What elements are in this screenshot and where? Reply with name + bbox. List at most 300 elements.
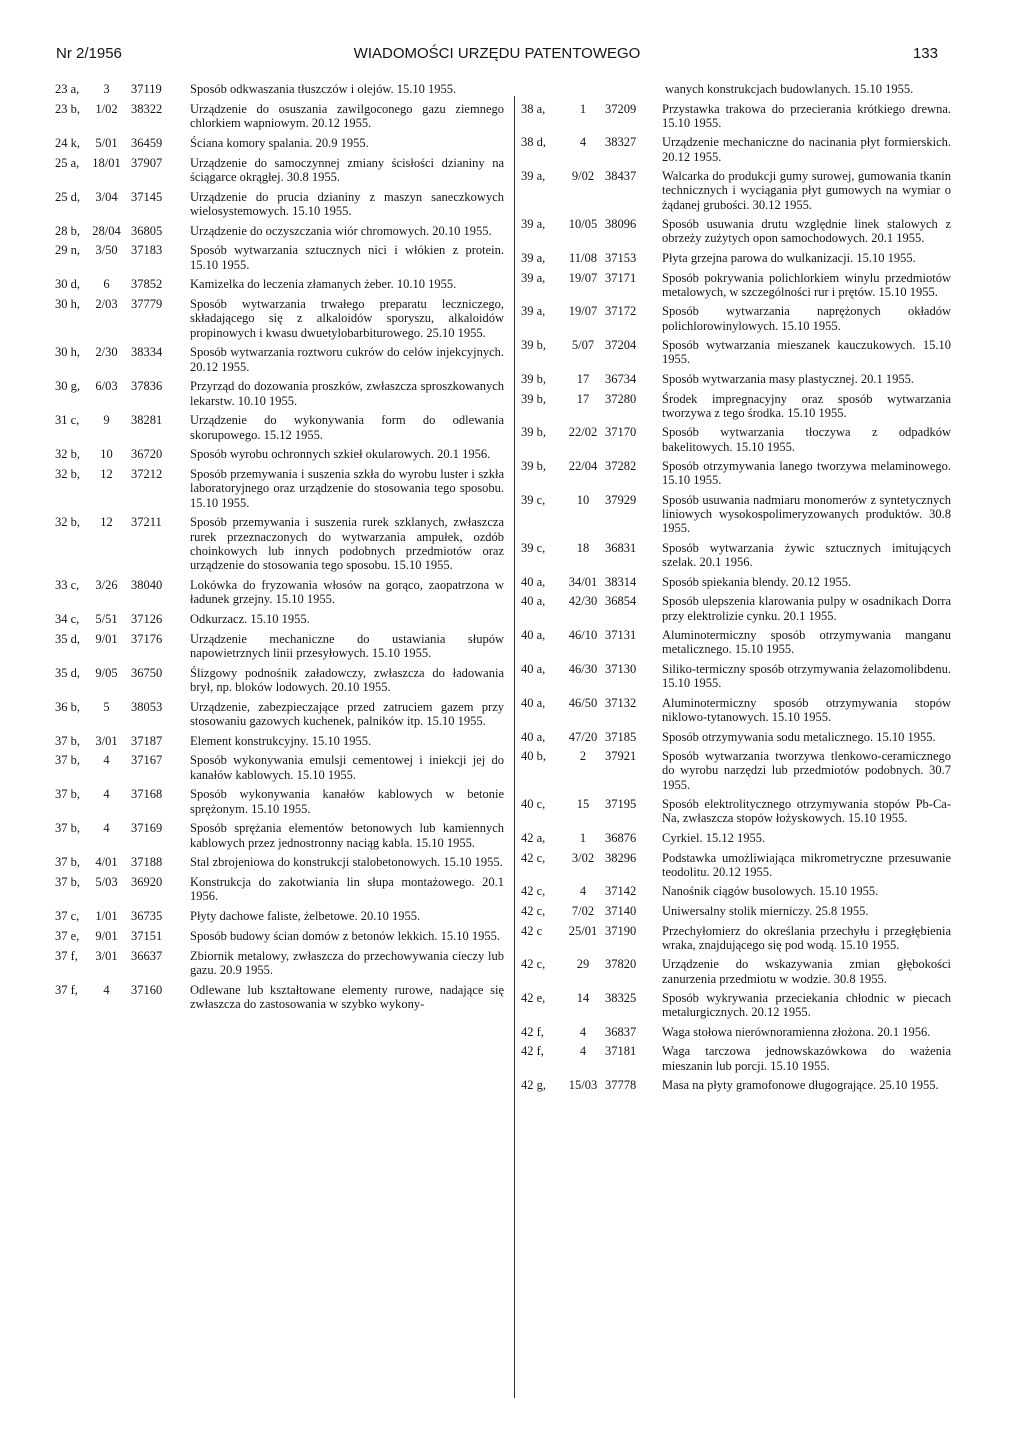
patent-number: 36920 — [131, 875, 163, 890]
patent-class: 39 c, — [521, 492, 546, 507]
patent-class: 37 c, — [55, 909, 80, 924]
patent-group: 14 — [576, 991, 590, 1006]
patent-description: Sposób usuwania nadmiaru monomerów z syntetycznych liniowych wysokospolimeryzowanych produktów. 30.8 1955. — [662, 492, 951, 536]
patent-description: Odkurzacz. 15.10 1955. — [190, 611, 310, 626]
patent-class: 33 c, — [55, 577, 80, 592]
patent-entry — [521, 884, 951, 898]
patent-class: 34 c, — [55, 611, 80, 626]
patent-group: 17 — [576, 391, 590, 406]
patent-number: 37151 — [131, 928, 163, 943]
patent-class: 40 a, — [521, 574, 546, 589]
patent-number: 36876 — [605, 830, 637, 845]
patent-entry — [521, 251, 951, 265]
patent-group: 17 — [576, 371, 590, 386]
patent-number: 37142 — [605, 884, 637, 899]
patent-entry — [55, 821, 510, 849]
patent-description: Sposób pokrywania polichlorkiem winylu przedmiotów metalowych, w szczególności rur i prętów. 15.10 1955. — [662, 270, 951, 299]
patent-description: Płyty dachowe faliste, żelbetowe. 20.10 1955. — [190, 909, 421, 924]
patent-entry — [55, 909, 510, 923]
patent-entry — [521, 169, 951, 212]
patent-class: 39 a, — [521, 250, 546, 265]
patent-entry — [521, 831, 951, 845]
patent-group: 29 — [576, 957, 590, 972]
patent-class: 37 f, — [55, 948, 78, 963]
patent-class: 28 b, — [55, 223, 80, 238]
patent-number: 37168 — [131, 787, 163, 802]
patent-entry — [521, 459, 951, 487]
patent-description: Uniwersalny stolik mierniczy. 25.8 1955. — [662, 903, 869, 918]
patent-group: 22/02 — [568, 425, 598, 440]
patent-group: 15/03 — [568, 1078, 598, 1093]
patent-number: 37119 — [131, 82, 162, 96]
patent-class: 35 d, — [55, 665, 80, 680]
patent-group: 9/05 — [95, 665, 118, 680]
patent-description: Ślizgowy podnośnik załadowczy, zwłaszcza do ładowania brył, np. bloków lodowych. 20.10 1955. — [190, 665, 504, 694]
patent-group: 25/01 — [568, 923, 598, 938]
patent-number: 37132 — [605, 695, 637, 710]
patent-class: 25 d, — [55, 189, 80, 204]
patent-class: 37 b, — [55, 821, 80, 836]
patent-group: 3/50 — [95, 243, 118, 258]
patent-number: 37126 — [131, 611, 163, 626]
patent-group: 9/02 — [571, 169, 595, 184]
patent-description: Lokówka do fryzowania włosów na gorąco, zaopatrzona w ładunek grzejny. 15.10 1955. — [190, 577, 504, 606]
patent-class: 40 a, — [521, 628, 546, 643]
patent-class: 39 a, — [521, 217, 546, 232]
patent-class: 39 b, — [521, 459, 546, 474]
patent-class: 42 c, — [521, 884, 546, 899]
patent-class: 42 a, — [521, 830, 546, 845]
patent-entry — [521, 904, 951, 918]
patent-class: 39 b, — [521, 371, 546, 386]
patent-description: Stal zbrojeniowa do konstrukcji stalobetonowych. 15.10 1955. — [190, 855, 503, 870]
patent-entry — [55, 156, 510, 184]
patent-group: 5/03 — [95, 875, 118, 890]
patent-entry — [521, 696, 951, 724]
patent-description: Sposób budowy ścian domów z betonów lekkich. 15.10 1955. — [190, 928, 501, 943]
patent-entry — [55, 734, 510, 748]
patent-entry — [521, 797, 951, 825]
patent-number: 37188 — [131, 855, 163, 870]
patent-group: 15 — [576, 797, 590, 812]
patent-description: Nanośnik ciągów busolowych. 15.10 1955. — [662, 884, 879, 899]
patent-entry — [521, 851, 951, 879]
patent-number: 38040 — [131, 577, 163, 592]
patent-group: 6 — [103, 277, 110, 292]
patent-entry — [55, 515, 510, 572]
patent-group: 7/02 — [571, 903, 595, 918]
patent-group: 3/26 — [95, 577, 118, 592]
patent-description: Cyrkiel. 15.12 1955. — [662, 830, 766, 845]
patent-group: 22/04 — [568, 459, 598, 474]
patent-class: 32 b, — [55, 515, 80, 530]
patent-class: 35 d, — [55, 631, 80, 646]
patent-number: 38322 — [131, 101, 163, 116]
patent-entry — [521, 271, 951, 299]
patent-entry — [521, 338, 951, 366]
patent-number: 37921 — [605, 749, 637, 764]
patent-number: 37169 — [131, 821, 163, 836]
patent-class: 23 b, — [55, 101, 80, 116]
patent-number: 37907 — [131, 155, 163, 170]
patent-description: Przechyłomierz do określania przechyłu i przegłębienia wraka, znajdującego się pod wodą. 15.10 1955. — [662, 923, 951, 952]
patent-number: 38437 — [605, 169, 637, 184]
patent-group: 10/05 — [568, 217, 598, 232]
patent-group: 1 — [579, 101, 587, 116]
patent-number: 36805 — [131, 223, 163, 238]
patent-group: 5 — [103, 699, 110, 714]
patent-entry — [521, 957, 951, 985]
patent-entry — [55, 632, 510, 660]
patent-description: Sposób wytwarzania roztworu cukrów do celów injekcyjnych. 20.12 1955. — [190, 345, 504, 374]
patent-class: 39 a, — [521, 270, 546, 285]
patent-group: 2/03 — [95, 297, 118, 312]
patent-class: 38 a, — [521, 101, 546, 116]
patent-description: Element konstrukcyjny. 15.10 1955. — [190, 733, 372, 748]
patent-number: 37183 — [131, 243, 163, 258]
patent-description: Urządzenie do wskazywania zmian głębokości zanurzenia przedmiotu w wodzie. 30.8 1955. — [662, 957, 951, 986]
patent-entry — [55, 787, 510, 815]
patent-description: Sposób spiekania blendy. 20.12 1955. — [662, 574, 852, 589]
patent-description: Sposób przemywania i suszenia szkła do wyrobu luster i szkła laboratoryjnego oraz urządzenie do stosowania tego sposobu. 15.10 1955. — [190, 467, 504, 510]
patent-number: 37153 — [605, 250, 637, 265]
patent-number: 37778 — [605, 1078, 637, 1093]
patent-group: 2 — [579, 749, 587, 764]
patent-group: 1 — [579, 830, 587, 845]
patent-number: 37280 — [605, 391, 637, 406]
patent-group: 4 — [103, 982, 110, 997]
patent-class: 42 c, — [521, 957, 546, 972]
patent-number: 36720 — [131, 447, 163, 462]
patent-class: 37 b, — [55, 753, 80, 768]
patent-number: 37187 — [131, 733, 163, 748]
patent-group: 4 — [579, 135, 587, 150]
patent-entry — [521, 392, 951, 420]
patent-description: Masa na płyty gramofonowe długogrające. 25.10 1955. — [662, 1078, 939, 1093]
patent-number: 36831 — [605, 540, 637, 555]
patent-class: 39 b, — [521, 425, 546, 440]
patent-entry — [521, 493, 951, 536]
patent-entry — [521, 82, 951, 96]
patent-entry — [521, 1078, 951, 1092]
patent-class: 30 g, — [55, 379, 80, 394]
patent-entry — [521, 1025, 951, 1039]
patent-description: Aluminotermiczny sposób otrzymywania stopów niklowo-tytanowych. 15.10 1955. — [662, 695, 951, 724]
patent-entry — [55, 949, 510, 977]
patent-class: 30 h, — [55, 297, 80, 312]
patent-number: 37209 — [605, 101, 637, 116]
patent-number: 37140 — [605, 903, 637, 918]
patent-description: Sposób wytwarzania naprężonych okładów polichlorowinylowych. 15.10 1955. — [662, 304, 951, 333]
patent-number: 37836 — [131, 379, 163, 394]
patent-description: Urządzenie do oczyszczania wiór chromowych. 20.10 1955. — [190, 223, 492, 238]
patent-group: 3 — [103, 82, 110, 96]
patent-description: Sposób przemywania i suszenia rurek szklanych, zwłaszcza rurek przeznaczonych do wytwarzania ampułek, ozdób choinkowych lub innych podobnych przedmiotów oraz urządzenie do stosowania tego sposobu. 15.10 1955. — [190, 515, 504, 572]
patent-description: Sposób wytwarzania tworzywa tlenkowo-ceramicznego do wyrobu narzędzi lub przedmiotów podobnych. 30.7 1955. — [662, 749, 951, 792]
patent-number: 37282 — [605, 459, 637, 474]
patent-number: 36637 — [131, 948, 163, 963]
patent-number: 37131 — [605, 628, 637, 643]
patent-group: 19/07 — [568, 304, 598, 319]
patent-group: 1/02 — [95, 101, 118, 116]
patent-entry — [55, 929, 510, 943]
patent-class: 23 a, — [55, 82, 80, 96]
patent-description: Płyta grzejna parowa do wulkanizacji. 15.10 1955. — [662, 250, 916, 265]
patent-class: 42 c, — [521, 903, 546, 918]
patent-class: 25 a, — [55, 155, 80, 170]
patent-number: 37779 — [131, 297, 163, 312]
patent-group: 28/04 — [92, 223, 121, 238]
journal-title: WIADOMOŚCI URZĘDU PATENTOWEGO — [353, 45, 641, 62]
patent-description: Aluminotermiczny sposób otrzymywania manganu metalicznego. 15.10 1955. — [662, 628, 951, 657]
right-column — [521, 82, 951, 1412]
patent-class: 42 f, — [521, 1044, 544, 1059]
patent-class: 37 e, — [55, 928, 80, 943]
patent-description: Sposób wykrywania przeciekania chłodnic w piecach metalurgicznych. 20.12 1955. — [662, 991, 951, 1020]
patent-number: 36735 — [131, 909, 163, 924]
patent-description: Przystawka trakowa do przecierania krótkiego drewna. 15.10 1955. — [662, 101, 951, 130]
patent-group: 2/30 — [95, 345, 118, 360]
patent-number: 38334 — [131, 345, 163, 360]
patent-entry — [55, 612, 510, 626]
page-header — [56, 44, 938, 68]
patent-group: 1/01 — [95, 909, 118, 924]
patent-number: 36837 — [605, 1024, 637, 1039]
patent-entry — [521, 372, 951, 386]
patent-description: Urządzenie, zabezpieczające przed zatruciem gazem przy stosowaniu gazowych kuchenek, palników itp. 15.10 1955. — [190, 699, 504, 728]
patent-class: 24 k, — [55, 135, 80, 150]
patent-entry — [521, 304, 951, 332]
patent-number: 37145 — [131, 189, 163, 204]
patent-description: Sposób otrzymywania lanego tworzywa melaminowego. 15.10 1955. — [662, 459, 951, 488]
patent-description: Urządzenie do samoczynnej zmiany ścisłości dzianiny na ściągarce okrągłej. 30.8 1955. — [190, 155, 504, 184]
patent-class: 40 a, — [521, 594, 546, 609]
patent-entry — [55, 224, 510, 238]
patent-description: Podstawka umożliwiająca mikrometryczne przesuwanie teodolitu. 20.12 1955. — [662, 850, 951, 879]
patent-group: 11/08 — [568, 250, 597, 265]
patent-group: 10 — [576, 492, 590, 507]
patent-class: 42 g, — [521, 1078, 546, 1093]
patent-number: 38314 — [605, 574, 637, 589]
patent-class: 29 n, — [55, 243, 80, 258]
patent-number: 37172 — [605, 304, 637, 319]
patent-group: 3/02 — [571, 850, 595, 865]
patent-group: 12 — [100, 515, 113, 530]
patent-class: 40 b, — [521, 749, 546, 764]
patent-entry — [521, 628, 951, 656]
patent-entry — [521, 730, 951, 744]
patent-entry — [521, 662, 951, 690]
patent-entry — [55, 753, 510, 781]
patent-class: 42 c, — [521, 850, 546, 865]
patent-description: wanych konstrukcjach budowlanych. 15.10 1955. — [665, 82, 914, 96]
patent-class: 37 b, — [55, 855, 80, 870]
patent-group: 46/10 — [568, 628, 598, 643]
patent-class: 42 c — [521, 923, 543, 938]
patent-group: 3/01 — [95, 948, 118, 963]
patent-number: 38325 — [605, 991, 637, 1006]
patent-entry — [55, 190, 510, 218]
patent-number: 36459 — [131, 135, 163, 150]
patent-entry — [55, 578, 510, 606]
issue-number: Nr 2/1956 — [56, 45, 122, 62]
patent-group: 4 — [579, 1024, 587, 1039]
patent-class: 30 d, — [55, 277, 80, 292]
patent-entry — [521, 102, 951, 130]
patent-entry — [55, 102, 510, 130]
patent-number: 37929 — [605, 492, 637, 507]
patent-entry — [521, 1044, 951, 1072]
patent-class: 40 c, — [521, 797, 546, 812]
patent-entry — [55, 875, 510, 903]
patent-number: 36854 — [605, 594, 637, 609]
patent-number: 37170 — [605, 425, 637, 440]
patent-number: 37181 — [605, 1044, 637, 1059]
patent-group: 34/01 — [568, 574, 598, 589]
patent-description: Urządzenie do prucia dzianiny z maszyn saneczkowych wielosystemowych. 15.10 1955. — [190, 189, 504, 218]
patent-class: 39 b, — [521, 338, 546, 353]
patent-group: 46/30 — [568, 661, 598, 676]
patent-description: Konstrukcja do zakotwiania lin słupa montażowego. 20.1 1956. — [190, 875, 504, 904]
patent-entry — [55, 983, 510, 1011]
patent-description: Sposób wytwarzania trwałego preparatu leczniczego, składającego się z alkaloidów sporyszu, alkaloidów propinowych i kwasu dwuetylobarbiturowego. 25.10 1955. — [190, 297, 504, 340]
patent-number: 37190 — [605, 923, 637, 938]
patent-class: 37 b, — [55, 875, 80, 890]
patent-entry — [55, 379, 510, 407]
patent-description: Waga tarczowa jednowskazówkowa do ważenia mieszanin lub porcji. 15.10 1955. — [662, 1044, 951, 1073]
patent-group: 4 — [103, 821, 110, 836]
patent-number: 37211 — [131, 515, 162, 530]
patent-description: Sposób wytwarzania tłoczywa z odpadków bakelitowych. 15.10 1955. — [662, 425, 951, 454]
patent-group: 46/50 — [568, 695, 598, 710]
patent-entry — [521, 594, 951, 622]
patent-entry — [55, 136, 510, 150]
patent-class: 32 b, — [55, 447, 80, 462]
patent-entry — [55, 82, 510, 96]
patent-class: 39 a, — [521, 304, 546, 319]
patent-group: 3/04 — [95, 189, 118, 204]
patent-entry — [55, 467, 510, 510]
patent-entry — [55, 700, 510, 728]
patent-number: 37195 — [605, 797, 637, 812]
patent-class: 42 f, — [521, 1024, 544, 1039]
patent-group: 12 — [100, 467, 113, 482]
patent-number: 36750 — [131, 665, 163, 680]
patent-class: 40 a, — [521, 695, 546, 710]
patent-entry — [521, 575, 951, 589]
patent-group: 3/01 — [95, 733, 118, 748]
patent-number: 37185 — [605, 729, 637, 744]
patent-group: 18/01 — [92, 155, 121, 170]
patent-entry — [55, 297, 510, 340]
patent-description: Sposób odkwaszania tłuszczów i olejów. 15.10 1955. — [190, 82, 457, 96]
patent-class: 30 h, — [55, 345, 80, 360]
patent-description: Odlewane lub kształtowane elementy rurowe, nadające się zwłaszcza do zastosowania w szybko wykony- — [190, 982, 504, 1011]
patent-class: 39 c, — [521, 540, 546, 555]
patent-description: Sposób otrzymywania sodu metalicznego. 15.10 1955. — [662, 729, 936, 744]
patent-description: Ściana komory spalania. 20.9 1955. — [190, 135, 369, 150]
patent-description: Urządzenie mechaniczne do nacinania płyt formierskich. 20.12 1955. — [662, 135, 951, 164]
patent-number: 37212 — [131, 467, 163, 482]
patent-entry — [55, 447, 510, 461]
patent-description: Zbiornik metalowy, zwłaszcza do przechowywania cieczy lub gazu. 20.9 1955. — [190, 948, 504, 977]
patent-description: Waga stołowa nierównoramienna złożona. 20.1 1956. — [662, 1024, 931, 1039]
patent-description: Urządzenie mechaniczne do ustawiania słupów napowietrznych linii przesyłowych. 15.10 1955. — [190, 631, 504, 660]
patent-group: 19/07 — [568, 270, 598, 285]
patent-description: Sposób wytwarzania masy plastycznej. 20.1 1955. — [662, 371, 915, 386]
patent-description: Sposób wyrobu ochronnych szkieł okularowych. 20.1 1956. — [190, 447, 491, 462]
patent-class: 40 a, — [521, 661, 546, 676]
patent-number: 37130 — [605, 661, 637, 676]
patent-number: 37160 — [131, 982, 163, 997]
patent-entry — [521, 217, 951, 245]
patent-entry — [55, 855, 510, 869]
patent-description: Urządzenie do osuszania zawilgoconego gazu ziemnego chlorkiem wapniowym. 20.12 1955. — [190, 101, 504, 130]
patent-group: 4/01 — [95, 855, 118, 870]
patent-description: Sposób wytwarzania żywic sztucznych imitujących szelak. 20.1 1956. — [662, 540, 951, 570]
patent-description: Sposób elektrolitycznego otrzymywania stopów Pb-Ca-Na, zwłaszcza stopów łożyskowych. 15.10 1955. — [662, 797, 951, 826]
patent-entry — [521, 991, 951, 1019]
patent-group: 4 — [579, 884, 587, 899]
patent-group: 5/07 — [571, 338, 595, 353]
patent-number: 37852 — [131, 277, 163, 292]
patent-number: 38296 — [605, 850, 637, 865]
patent-description: Sposób wykonywania kanałów kablowych w betonie sprężonym. 15.10 1955. — [190, 787, 504, 816]
patent-entry — [521, 541, 951, 569]
patent-group: 42/30 — [568, 594, 598, 609]
patent-group: 5/01 — [95, 135, 118, 150]
patent-description: Kamizelka do leczenia złamanych żeber. 10.10 1955. — [190, 277, 457, 292]
patent-group: 4 — [103, 787, 110, 802]
left-column — [55, 82, 510, 1412]
patent-class: 39 b, — [521, 391, 546, 406]
patent-entry — [521, 924, 951, 952]
patent-entry — [521, 425, 951, 453]
column-divider — [514, 96, 515, 1398]
patent-class: 40 a, — [521, 729, 546, 744]
patent-entry — [55, 277, 510, 291]
patent-class: 36 b, — [55, 699, 80, 714]
patent-entry — [55, 345, 510, 373]
patent-number: 38327 — [605, 135, 637, 150]
patent-description: Przyrząd do dozowania proszków, zwłaszcza sproszkowanych lekarstw. 10.10 1955. — [190, 379, 504, 408]
patent-description: Środek impregnacyjny oraz sposób wytwarzania tworzywa z tego środka. 15.10 1955. — [662, 391, 951, 420]
patent-group: 9/01 — [95, 631, 118, 646]
patent-entry — [521, 749, 951, 792]
patent-number: 36734 — [605, 371, 637, 386]
patent-class: 39 a, — [521, 169, 546, 184]
patent-group: 9 — [103, 413, 110, 428]
patent-number: 38281 — [131, 413, 163, 428]
page-number: 133 — [912, 45, 938, 62]
patent-class: 31 c, — [55, 413, 80, 428]
patent-class: 37 f, — [55, 982, 78, 997]
patent-number: 38053 — [131, 699, 163, 714]
patent-entry — [55, 413, 510, 441]
patent-class: 42 e, — [521, 991, 546, 1006]
patent-number: 37171 — [605, 270, 637, 285]
patent-class: 38 d, — [521, 135, 546, 150]
patent-description: Sposób wytwarzania mieszanek kauczukowych. 15.10 1955. — [662, 338, 951, 367]
patent-number: 37176 — [131, 631, 163, 646]
patent-description: Sposób wytwarzania sztucznych nici i włókien z protein. 15.10 1955. — [190, 243, 504, 272]
patent-group: 10 — [100, 447, 113, 462]
patent-group: 47/20 — [568, 729, 598, 744]
patent-class: 37 b, — [55, 787, 80, 802]
patent-group: 6/03 — [95, 379, 118, 394]
patent-number: 37820 — [605, 957, 637, 972]
patent-description: Sposób ulepszenia klarowania pulpy w osadnikach Dorra przy elektrolizie cynku. 20.1 1955. — [662, 594, 951, 623]
